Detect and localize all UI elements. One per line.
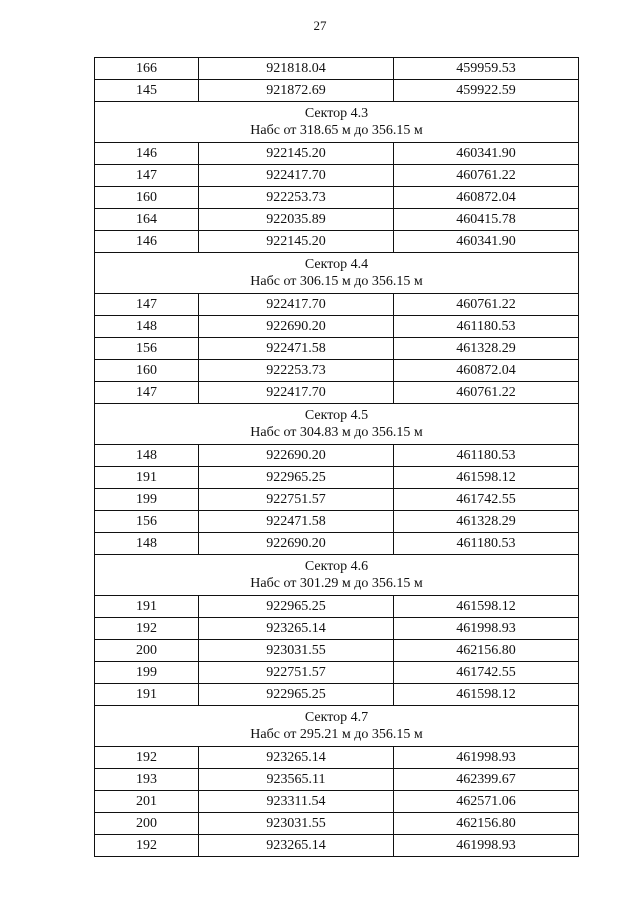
x-coordinate-cell: 922417.70 [199,165,394,187]
page-number: 27 [313,18,327,33]
x-coordinate-cell: 923311.54 [199,791,394,813]
y-coordinate-cell: 461328.29 [394,338,579,360]
table-row [95,596,579,618]
y-coordinate-cell: 462156.80 [394,813,579,835]
x-coordinate-cell: 923031.55 [199,640,394,662]
point-number-cell: 164 [95,209,199,231]
point-number-cell: 191 [95,596,199,618]
sector-header-row [95,404,579,445]
sector-header-row [95,555,579,596]
coordinates-table-body [95,58,579,857]
point-number-cell: 199 [95,489,199,511]
y-coordinate-cell: 461328.29 [394,511,579,533]
table-row [95,769,579,791]
point-number-cell: 148 [95,316,199,338]
table-row [95,662,579,684]
sector-header-row [95,253,579,294]
y-coordinate-cell: 460872.04 [394,187,579,209]
table-row [95,791,579,813]
x-coordinate-cell: 921818.04 [199,58,394,80]
y-coordinate-cell: 462156.80 [394,640,579,662]
point-number-cell: 200 [95,813,199,835]
point-number-cell: 146 [95,143,199,165]
point-number-cell: 192 [95,835,199,857]
table-row [95,382,579,404]
x-coordinate-cell: 922145.20 [199,143,394,165]
y-coordinate-cell: 460761.22 [394,294,579,316]
table-row [95,80,579,102]
table-row [95,747,579,769]
sector-height-range: Набс от 318.65 м до 356.15 м [250,123,423,138]
sector-height-range: Набс от 295.21 м до 356.15 м [250,727,423,742]
y-coordinate-cell: 461598.12 [394,684,579,706]
table-row [95,360,579,382]
sector-height-range: Набс от 301.29 м до 356.15 м [250,576,423,591]
table-row [95,445,579,467]
x-coordinate-cell: 922690.20 [199,533,394,555]
y-coordinate-cell: 461998.93 [394,747,579,769]
x-coordinate-cell: 922751.57 [199,489,394,511]
table-row [95,338,579,360]
sector-header-cell [95,706,579,747]
table-row [95,467,579,489]
sector-title: Сектор 4.5 [304,408,369,423]
x-coordinate-cell: 923031.55 [199,813,394,835]
x-coordinate-cell: 923265.14 [199,747,394,769]
table-row [95,489,579,511]
point-number-cell: 191 [95,684,199,706]
x-coordinate-cell: 923565.11 [199,769,394,791]
point-number-cell: 191 [95,467,199,489]
x-coordinate-cell: 922145.20 [199,231,394,253]
sector-height-range: Набс от 304.83 м до 356.15 м [250,425,423,440]
sector-title: Сектор 4.4 [304,257,369,272]
x-coordinate-cell: 922751.57 [199,662,394,684]
table-row [95,187,579,209]
point-number-cell: 160 [95,360,199,382]
sector-header-cell [95,253,579,294]
x-coordinate-cell: 922965.25 [199,684,394,706]
y-coordinate-cell: 460872.04 [394,360,579,382]
point-number-cell: 147 [95,165,199,187]
x-coordinate-cell: 923265.14 [199,835,394,857]
x-coordinate-cell: 922965.25 [199,596,394,618]
point-number-cell: 201 [95,791,199,813]
point-number-cell: 147 [95,294,199,316]
table-row [95,640,579,662]
table-row [95,835,579,857]
sector-height-range: Набс от 306.15 м до 356.15 м [250,274,423,289]
table-row [95,618,579,640]
y-coordinate-cell: 461180.53 [394,533,579,555]
x-coordinate-cell: 922253.73 [199,187,394,209]
y-coordinate-cell: 459922.59 [394,80,579,102]
x-coordinate-cell: 922035.89 [199,209,394,231]
x-coordinate-cell: 921872.69 [199,80,394,102]
sector-header-cell [95,555,579,596]
x-coordinate-cell: 922471.58 [199,511,394,533]
y-coordinate-cell: 460415.78 [394,209,579,231]
y-coordinate-cell: 461180.53 [394,316,579,338]
y-coordinate-cell: 460341.90 [394,231,579,253]
table-row [95,165,579,187]
x-coordinate-cell: 922965.25 [199,467,394,489]
y-coordinate-cell: 460761.22 [394,382,579,404]
sector-title: Сектор 4.7 [304,710,369,725]
x-coordinate-cell: 922471.58 [199,338,394,360]
y-coordinate-cell: 461742.55 [394,662,579,684]
point-number-cell: 156 [95,511,199,533]
sector-header-row [95,706,579,747]
point-number-cell: 193 [95,769,199,791]
point-number-cell: 199 [95,662,199,684]
y-coordinate-cell: 461598.12 [394,596,579,618]
x-coordinate-cell: 922253.73 [199,360,394,382]
x-coordinate-cell: 922417.70 [199,382,394,404]
point-number-cell: 145 [95,80,199,102]
y-coordinate-cell: 459959.53 [394,58,579,80]
y-coordinate-cell: 461598.12 [394,467,579,489]
y-coordinate-cell: 461998.93 [394,618,579,640]
table-row [95,294,579,316]
table-row [95,684,579,706]
sector-title: Сектор 4.6 [304,559,369,574]
table-row [95,58,579,80]
table-row [95,813,579,835]
table-row [95,316,579,338]
sector-header-cell [95,404,579,445]
y-coordinate-cell: 462399.67 [394,769,579,791]
point-number-cell: 148 [95,445,199,467]
sector-header-row [95,102,579,143]
point-number-cell: 166 [95,58,199,80]
table-row [95,511,579,533]
point-number-cell: 192 [95,747,199,769]
sector-header-cell [95,102,579,143]
coordinates-table [94,57,579,857]
y-coordinate-cell: 460761.22 [394,165,579,187]
sector-title: Сектор 4.3 [304,106,369,121]
point-number-cell: 146 [95,231,199,253]
point-number-cell: 160 [95,187,199,209]
y-coordinate-cell: 460341.90 [394,143,579,165]
table-row [95,231,579,253]
table-row [95,143,579,165]
x-coordinate-cell: 922690.20 [199,316,394,338]
table-row [95,209,579,231]
y-coordinate-cell: 461998.93 [394,835,579,857]
x-coordinate-cell: 922417.70 [199,294,394,316]
y-coordinate-cell: 461742.55 [394,489,579,511]
x-coordinate-cell: 923265.14 [199,618,394,640]
point-number-cell: 192 [95,618,199,640]
y-coordinate-cell: 461180.53 [394,445,579,467]
table-row [95,533,579,555]
x-coordinate-cell: 922690.20 [199,445,394,467]
y-coordinate-cell: 462571.06 [394,791,579,813]
point-number-cell: 200 [95,640,199,662]
point-number-cell: 156 [95,338,199,360]
point-number-cell: 148 [95,533,199,555]
point-number-cell: 147 [95,382,199,404]
